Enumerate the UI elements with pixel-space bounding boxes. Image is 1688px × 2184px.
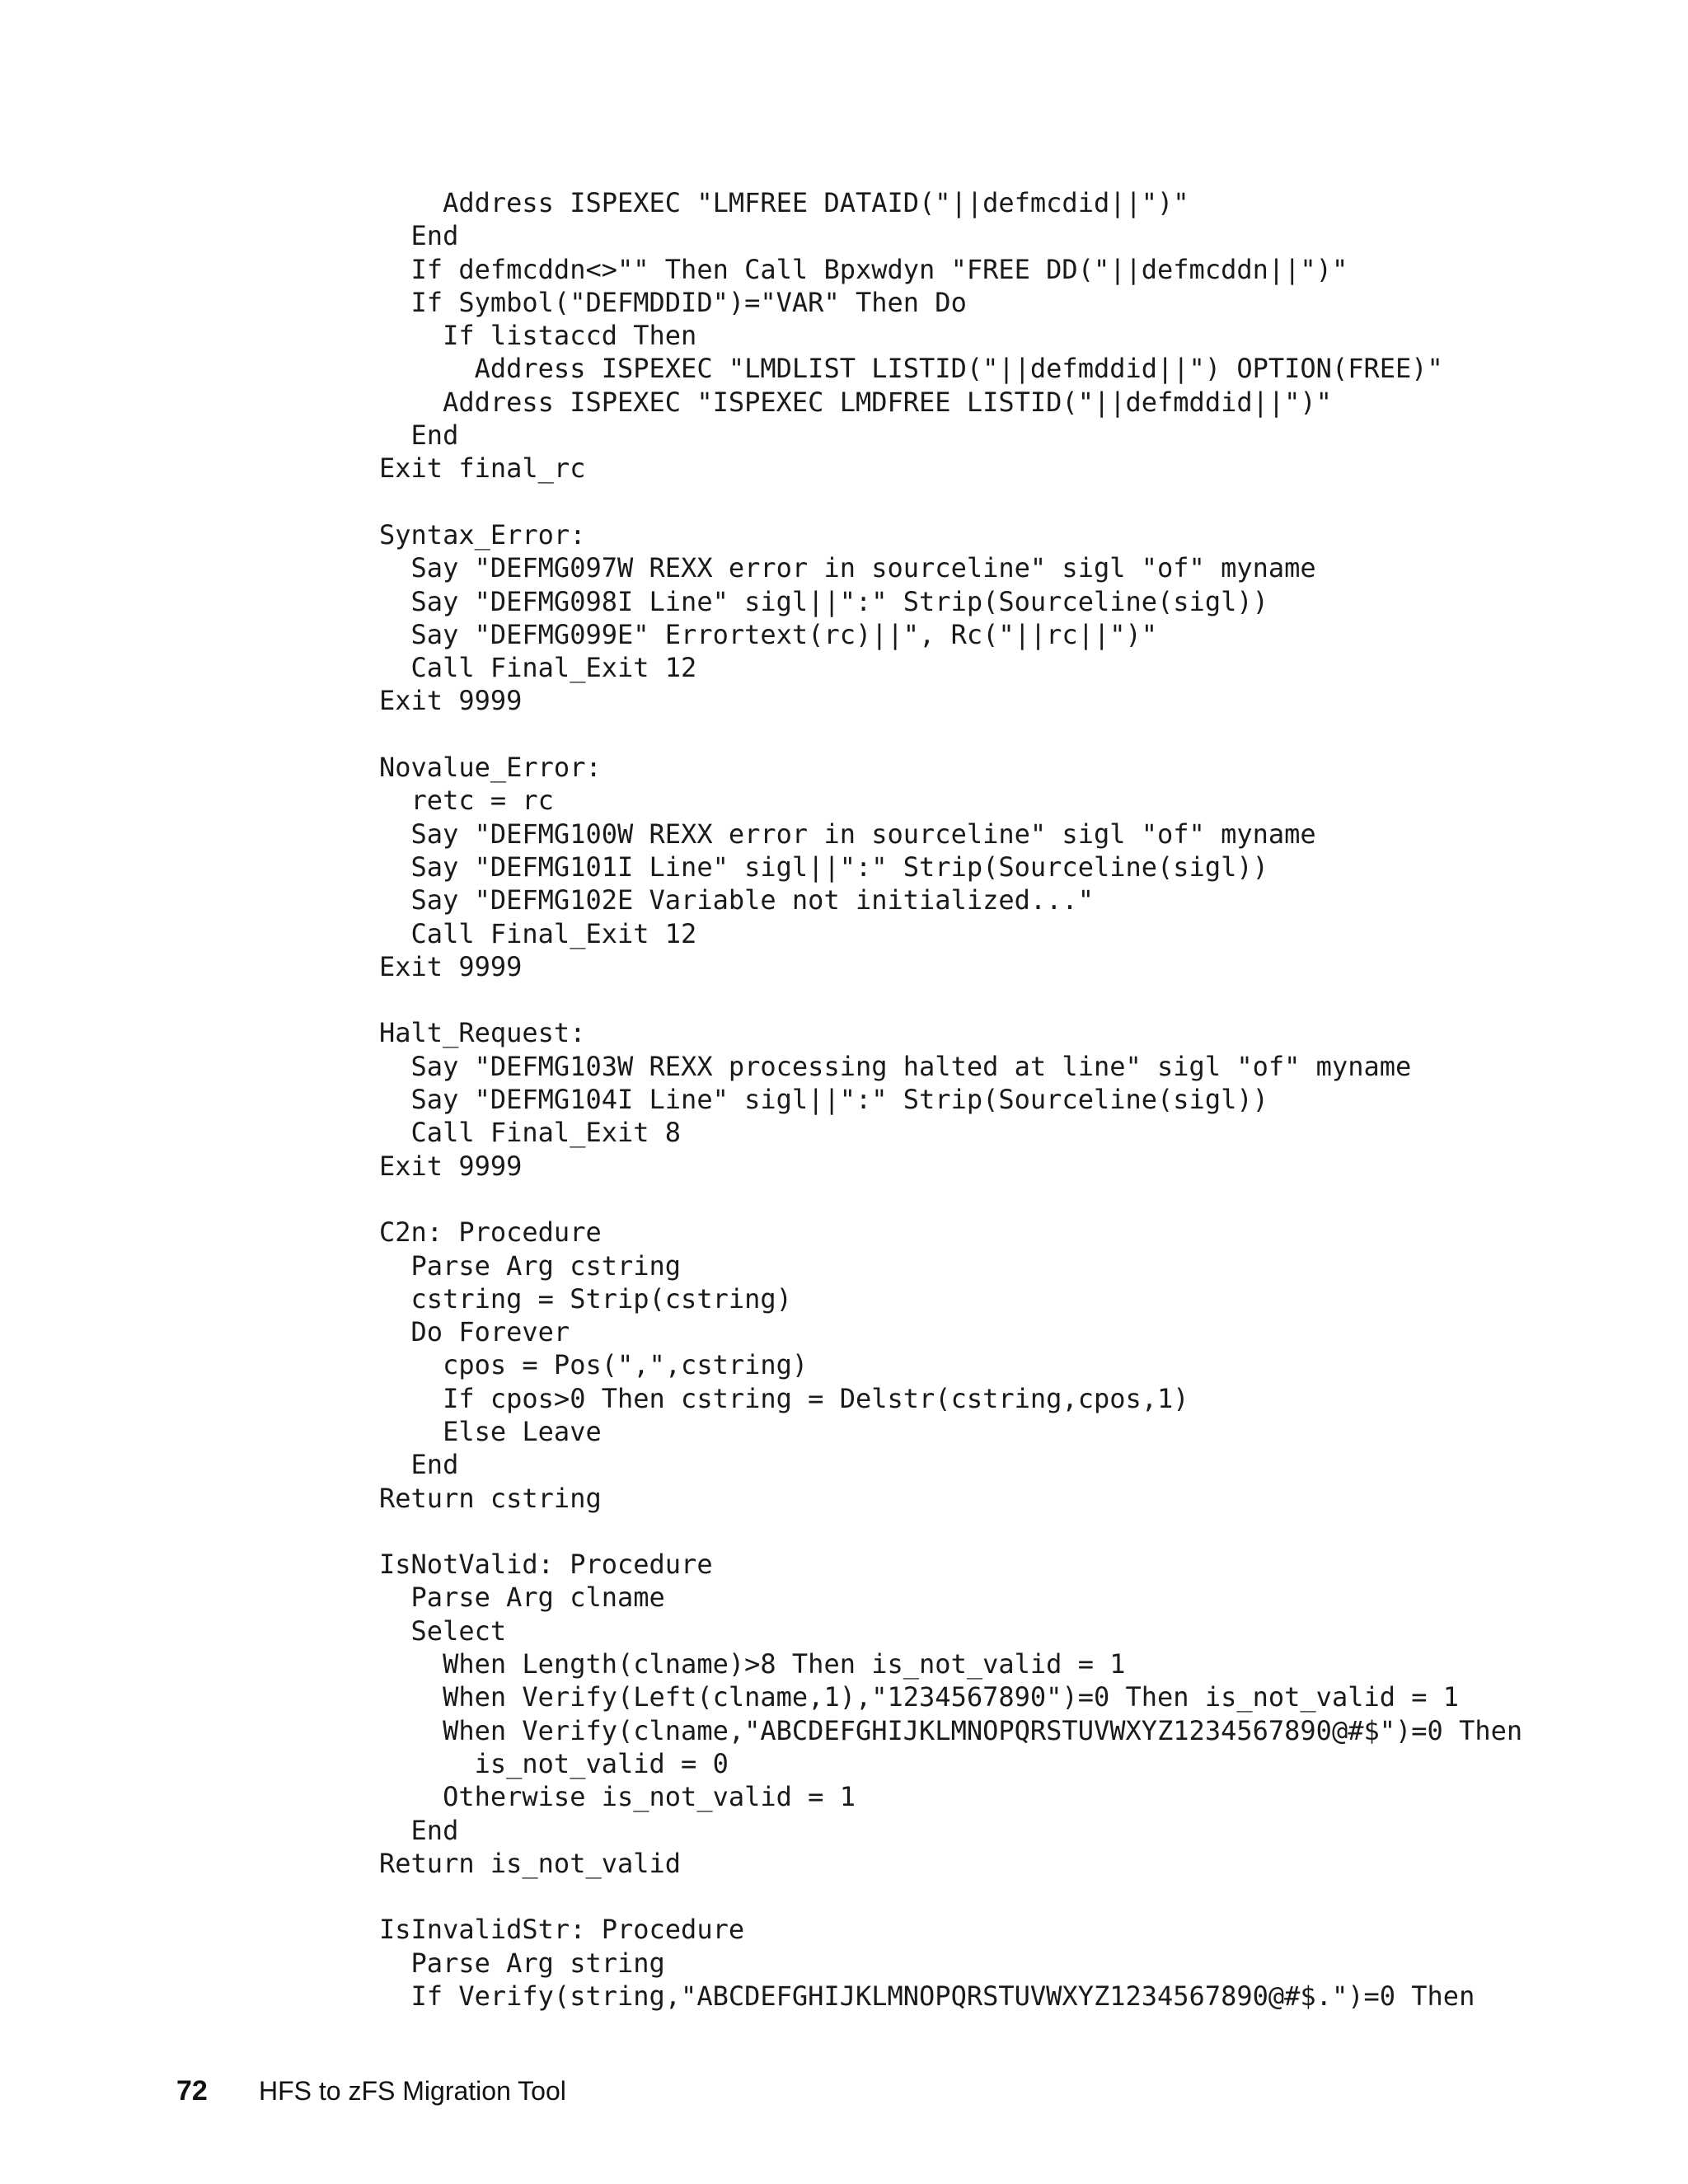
code-line: Parse Arg string xyxy=(379,1947,665,1979)
code-line xyxy=(379,1183,1522,1216)
code-line xyxy=(379,1880,1522,1913)
code-line: Say "DEFMG102E Variable not initialized..." xyxy=(379,884,1094,916)
code-line: Select xyxy=(379,1615,507,1647)
code-line: Call Final_Exit 12 xyxy=(379,652,697,684)
code-line: Exit 9999 xyxy=(379,685,523,717)
code-line: End xyxy=(379,220,459,252)
code-line: Call Final_Exit 8 xyxy=(379,1117,682,1149)
code-line: End xyxy=(379,1449,459,1481)
code-line: When Verify(Left(clname,1),"1234567890")=0 Then is_not_valid = 1 xyxy=(379,1681,1460,1713)
code-line: Say "DEFMG099E" Errortext(rc)||", Rc("||rc||")" xyxy=(379,618,1158,650)
code-line xyxy=(379,1515,1522,1548)
code-line: Say "DEFMG103W REXX processing halted at line" sigl "of" myname xyxy=(379,1050,1412,1082)
code-line: Say "DEFMG100W REXX error in sourceline" sigl "of" myname xyxy=(379,818,1316,850)
code-line: Say "DEFMG098I Line" sigl||":" Strip(Sourceline(sigl)) xyxy=(379,585,1268,617)
code-line: Say "DEFMG104I Line" sigl||":" Strip(Sourceline(sigl)) xyxy=(379,1084,1268,1116)
code-line: Exit final_rc xyxy=(379,452,586,485)
code-line: Address ISPEXEC "LMDLIST LISTID("||defmddid||") OPTION(FREE)" xyxy=(379,353,1443,385)
code-line: Say "DEFMG101I Line" sigl||":" Strip(Sourceline(sigl)) xyxy=(379,851,1268,883)
code-line: If cpos>0 Then cstring = Delstr(cstring,cpos,1) xyxy=(379,1382,1189,1414)
code-line: IsInvalidStr: Procedure xyxy=(379,1914,745,1946)
code-line: If Symbol("DEFMDDID")="VAR" Then Do xyxy=(379,286,967,318)
code-line: When Verify(clname,"ABCDEFGHIJKLMNOPQRSTUVWXYZ1234567890@#$")=0 Then xyxy=(379,1714,1523,1746)
code-line: Return is_not_valid xyxy=(379,1847,682,1879)
code-listing xyxy=(379,186,1522,2013)
code-line: End xyxy=(379,419,459,452)
code-line: Exit 9999 xyxy=(379,950,523,982)
code-line xyxy=(379,718,1522,751)
code-line: C2n: Procedure xyxy=(379,1216,602,1249)
code-line: cpos = Pos(",",cstring) xyxy=(379,1349,809,1381)
code-line: Novalue_Error: xyxy=(379,752,602,784)
code-line: If defmcddn<>"" Then Call Bpxwdyn "FREE DD("||defmcddn||")" xyxy=(379,253,1348,285)
code-line: retc = rc xyxy=(379,785,554,817)
code-line: Call Final_Exit 12 xyxy=(379,917,697,949)
code-line: Exit 9999 xyxy=(379,1150,523,1182)
code-line: Parse Arg clname xyxy=(379,1582,665,1614)
code-line: Do Forever xyxy=(379,1316,570,1348)
code-line: If Verify(string,"ABCDEFGHIJKLMNOPQRSTUVWXYZ1234567890@#$.")=0 Then xyxy=(379,1980,1475,2013)
code-line: IsNotValid: Procedure xyxy=(379,1549,713,1581)
code-line: is_not_valid = 0 xyxy=(379,1747,729,1779)
code-line: Say "DEFMG097W REXX error in sourceline" sigl "of" myname xyxy=(379,552,1316,584)
code-line: Syntax_Error: xyxy=(379,518,586,551)
code-line xyxy=(379,485,1522,518)
code-line: cstring = Strip(cstring) xyxy=(379,1282,792,1315)
code-line: When Length(clname)>8 Then is_not_valid = 1 xyxy=(379,1648,1126,1680)
page-number: 72 xyxy=(176,2075,208,2107)
code-line: Else Leave xyxy=(379,1415,602,1447)
code-line: Address ISPEXEC "LMFREE DATAID("||defmcdid||")" xyxy=(379,187,1189,218)
code-line: Return cstring xyxy=(379,1482,602,1514)
code-line: Otherwise is_not_valid = 1 xyxy=(379,1781,856,1813)
code-line: End xyxy=(379,1814,459,1846)
code-line xyxy=(379,983,1522,1016)
code-line: Address ISPEXEC "ISPEXEC LMDFREE LISTID("||defmddid||")" xyxy=(379,386,1332,418)
code-line: Halt_Request: xyxy=(379,1017,586,1049)
code-line: Parse Arg cstring xyxy=(379,1249,682,1282)
page-footer xyxy=(176,2075,566,2108)
code-line: If listaccd Then xyxy=(379,320,697,352)
book-title: HFS to zFS Migration Tool xyxy=(259,2076,566,2106)
